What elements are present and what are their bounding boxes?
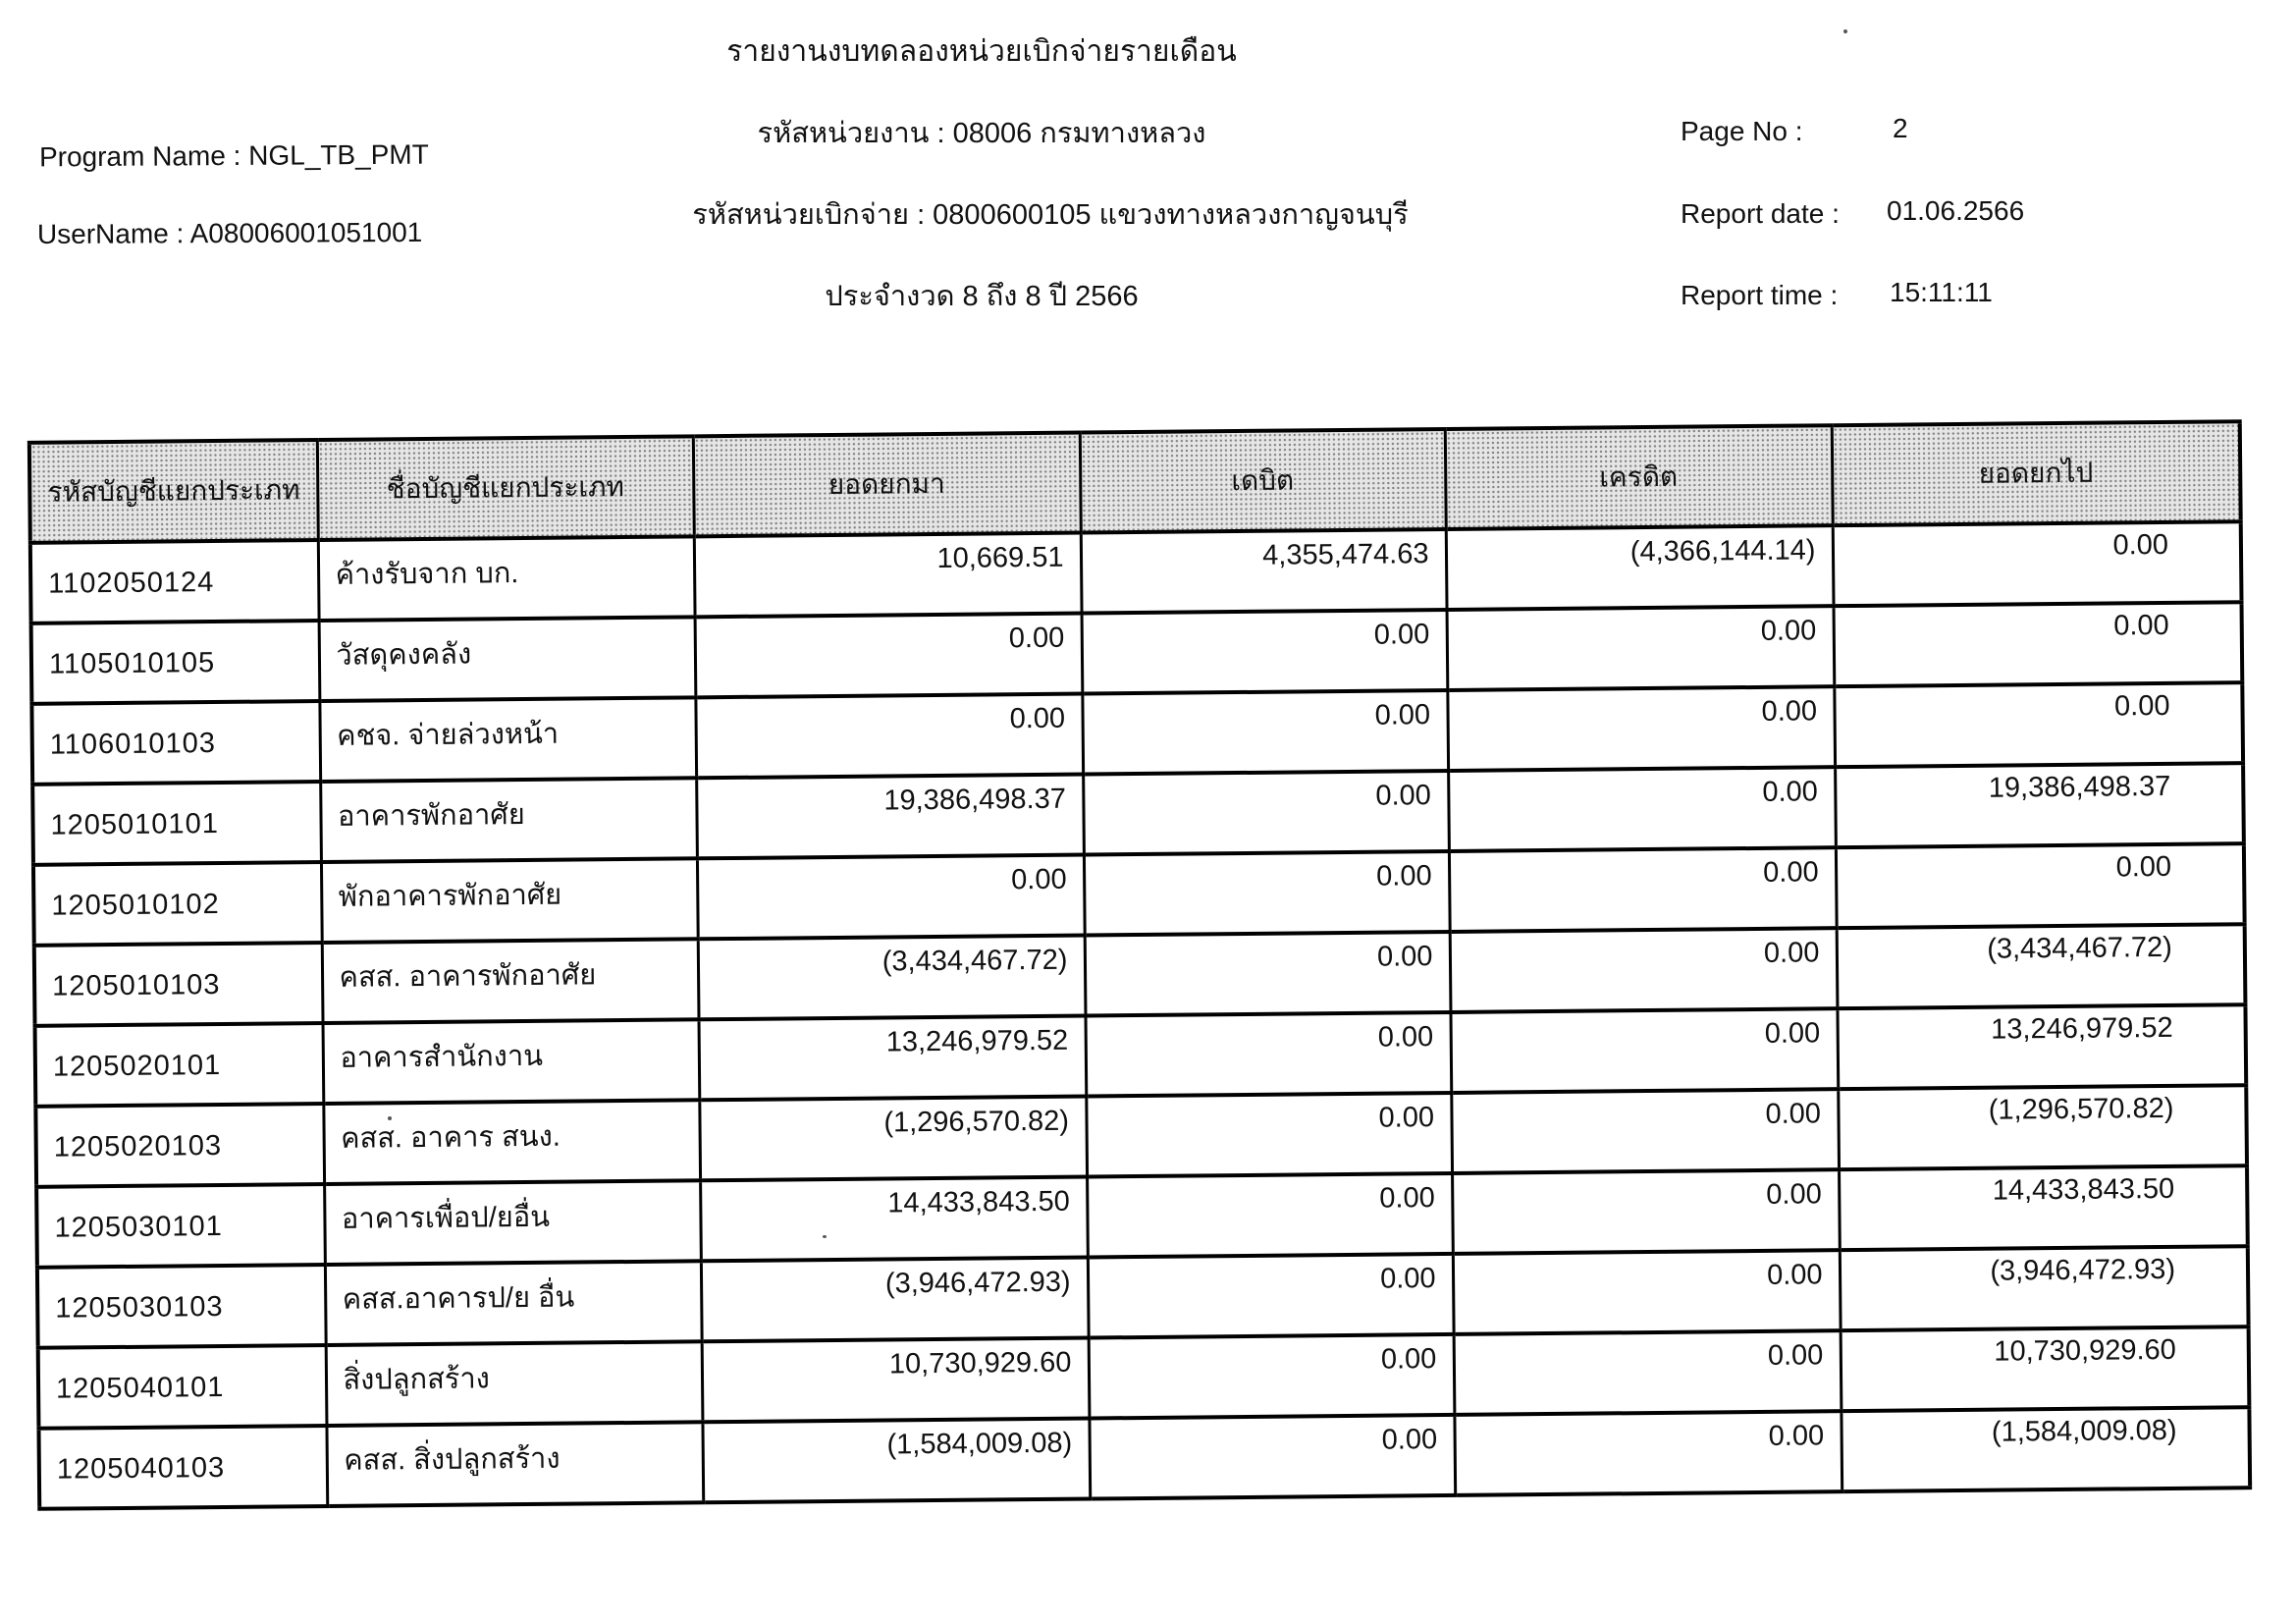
account-code-cell: 1205010101 <box>32 782 321 865</box>
report-date-label: Report date : <box>1681 198 1840 229</box>
credit-cell: 0.00 <box>1451 1089 1839 1173</box>
account-name-cell: พักอาคารพักอาศัย <box>321 858 698 943</box>
agency-code-line: รหัสหน่วยงาน : 08006 กรมทางหลวง <box>757 118 1206 149</box>
col-header-debit: เดบิต <box>1080 429 1446 533</box>
debit-cell: 0.00 <box>1088 1254 1454 1338</box>
account-name-cell: สิ่งปลูกสร้าง <box>326 1341 703 1426</box>
ending-balance-cell: 0.00 <box>1834 682 2243 767</box>
account-name-cell: วัสดุคงคลัง <box>319 617 696 701</box>
account-code-cell: 1205020103 <box>35 1104 324 1187</box>
beginning-balance-cell: 0.00 <box>695 614 1083 698</box>
report-date-value: 01.06.2566 <box>1887 195 2025 226</box>
beginning-balance-cell: (3,946,472.93) <box>701 1258 1089 1342</box>
ending-balance-cell: 0.00 <box>1836 843 2245 928</box>
scan-artifact-dot <box>823 1235 827 1238</box>
debit-cell: 0.00 <box>1085 932 1451 1016</box>
period-line: ประจำงวด 8 ถึง 8 ปี 2566 <box>825 281 1139 312</box>
ending-balance-cell: 13,246,979.52 <box>1837 1004 2246 1089</box>
scan-artifact-dot <box>388 1116 392 1120</box>
account-code-cell: 1205010102 <box>33 862 322 946</box>
debit-cell: 0.00 <box>1086 1093 1452 1177</box>
beginning-balance-cell: (3,434,467.72) <box>698 936 1086 1020</box>
program-name-line <box>39 139 429 174</box>
debit-cell: 0.00 <box>1087 1173 1453 1258</box>
page-no-value: 2 <box>1893 113 1908 143</box>
account-name-cell: คสส.อาคารป/ย อื่น <box>325 1261 702 1345</box>
col-header-account-name: ชื่อบัญชีแยกประเภท <box>317 436 694 540</box>
account-name-cell: อาคารพักอาศัย <box>320 778 697 862</box>
program-name-label: Program Name : <box>38 139 241 173</box>
username-line <box>37 217 422 250</box>
beginning-balance-cell: 0.00 <box>697 855 1085 940</box>
program-name-value: NGL_TB_PMT <box>248 138 429 171</box>
ending-balance-cell: (3,434,467.72) <box>1837 924 2246 1008</box>
beginning-balance-cell: 19,386,498.37 <box>696 775 1084 859</box>
beginning-balance-cell: 14,433,843.50 <box>700 1177 1088 1262</box>
account-code-cell: 1205030101 <box>36 1184 325 1268</box>
ending-balance-cell: 14,433,843.50 <box>1839 1165 2248 1250</box>
disbursement-unit-line: รหัสหน่วยเบิกจ่าย : 0800600105 แขวงทางหลวงกาญจนบุรี <box>692 199 1409 231</box>
account-name-cell: คสส. อาคาร สนง. <box>323 1100 700 1184</box>
report-title: รายงานงบทดลองหน่วยเบิกจ่ายรายเดือน <box>726 35 1237 68</box>
account-code-cell: 1102050124 <box>30 540 319 623</box>
ending-balance-cell: (1,584,009.08) <box>1841 1407 2250 1491</box>
ending-balance-cell: (1,296,570.82) <box>1838 1085 2247 1169</box>
report-time-value: 15:11:11 <box>1890 277 1993 307</box>
beginning-balance-cell: 10,669.51 <box>694 533 1082 618</box>
credit-cell: 0.00 <box>1450 1008 1838 1093</box>
beginning-balance-cell: (1,584,009.08) <box>702 1419 1090 1503</box>
ending-balance-cell: 0.00 <box>1834 602 2243 686</box>
account-code-cell: 1205010103 <box>34 943 323 1026</box>
account-name-cell: อาคารเพื่อป/ยอื่น <box>324 1180 701 1265</box>
account-name-cell: คชจ. จ่ายล่วงหน้า <box>319 697 696 782</box>
credit-cell: 0.00 <box>1450 928 1838 1012</box>
scan-artifact-dot <box>1843 29 1847 33</box>
debit-cell: 0.00 <box>1082 610 1448 694</box>
beginning-balance-cell: 10,730,929.60 <box>702 1338 1090 1423</box>
account-name-cell: อาคารสำนักงาน <box>323 1019 700 1104</box>
account-code-cell: 1105010105 <box>31 621 320 704</box>
ending-balance-cell: 10,730,929.60 <box>1841 1326 2250 1411</box>
credit-cell: 0.00 <box>1448 767 1836 851</box>
credit-cell: 0.00 <box>1454 1411 1842 1495</box>
account-name-cell: ค้างรับจาก บก. <box>318 536 695 621</box>
col-header-account-code: รหัสบัญชีแยกประเภท <box>29 440 318 543</box>
credit-cell: 0.00 <box>1452 1169 1840 1254</box>
debit-cell: 0.00 <box>1082 690 1448 775</box>
credit-cell: (4,366,144.14) <box>1446 525 1834 610</box>
trial-balance-table <box>27 419 2252 1511</box>
account-name-cell: คสส. อาคารพักอาศัย <box>322 939 699 1023</box>
credit-cell: 0.00 <box>1453 1250 1841 1334</box>
username-label: UserName : <box>36 218 185 250</box>
ending-balance-cell: 0.00 <box>1833 521 2242 606</box>
account-code-cell: 1205040103 <box>38 1426 327 1509</box>
credit-cell: 0.00 <box>1449 847 1837 932</box>
account-code-cell: 1106010103 <box>31 701 320 785</box>
col-header-ending-balance: ยอดยกไป <box>1832 421 2241 525</box>
debit-cell: 4,355,474.63 <box>1081 529 1447 614</box>
col-header-beginning-balance: ยอดยกมา <box>693 433 1081 537</box>
table-scan-skew-wrapper <box>27 419 2252 1511</box>
debit-cell: 0.00 <box>1084 851 1450 936</box>
credit-cell: 0.00 <box>1447 686 1835 771</box>
col-header-credit: เครดิต <box>1445 425 1833 529</box>
report-time-label: Report time : <box>1681 280 1839 310</box>
username-value: A08006001051001 <box>189 216 423 249</box>
beginning-balance-cell: (1,296,570.82) <box>699 1097 1087 1181</box>
debit-cell: 0.00 <box>1089 1334 1455 1419</box>
ending-balance-cell: 19,386,498.37 <box>1835 763 2244 847</box>
debit-cell: 0.00 <box>1089 1415 1455 1499</box>
beginning-balance-cell: 13,246,979.52 <box>699 1016 1087 1101</box>
page-no-label: Page No : <box>1681 116 1803 146</box>
account-code-cell: 1205040101 <box>38 1345 327 1429</box>
credit-cell: 0.00 <box>1454 1330 1842 1415</box>
account-code-cell: 1205030103 <box>37 1265 326 1348</box>
ending-balance-cell: (3,946,472.93) <box>1840 1246 2249 1330</box>
debit-cell: 0.00 <box>1083 771 1449 855</box>
credit-cell: 0.00 <box>1447 606 1835 690</box>
beginning-balance-cell: 0.00 <box>695 694 1083 779</box>
debit-cell: 0.00 <box>1085 1012 1451 1097</box>
account-code-cell: 1205020101 <box>35 1023 324 1107</box>
account-name-cell: คสส. สิ่งปลูกสร้าง <box>326 1422 703 1506</box>
